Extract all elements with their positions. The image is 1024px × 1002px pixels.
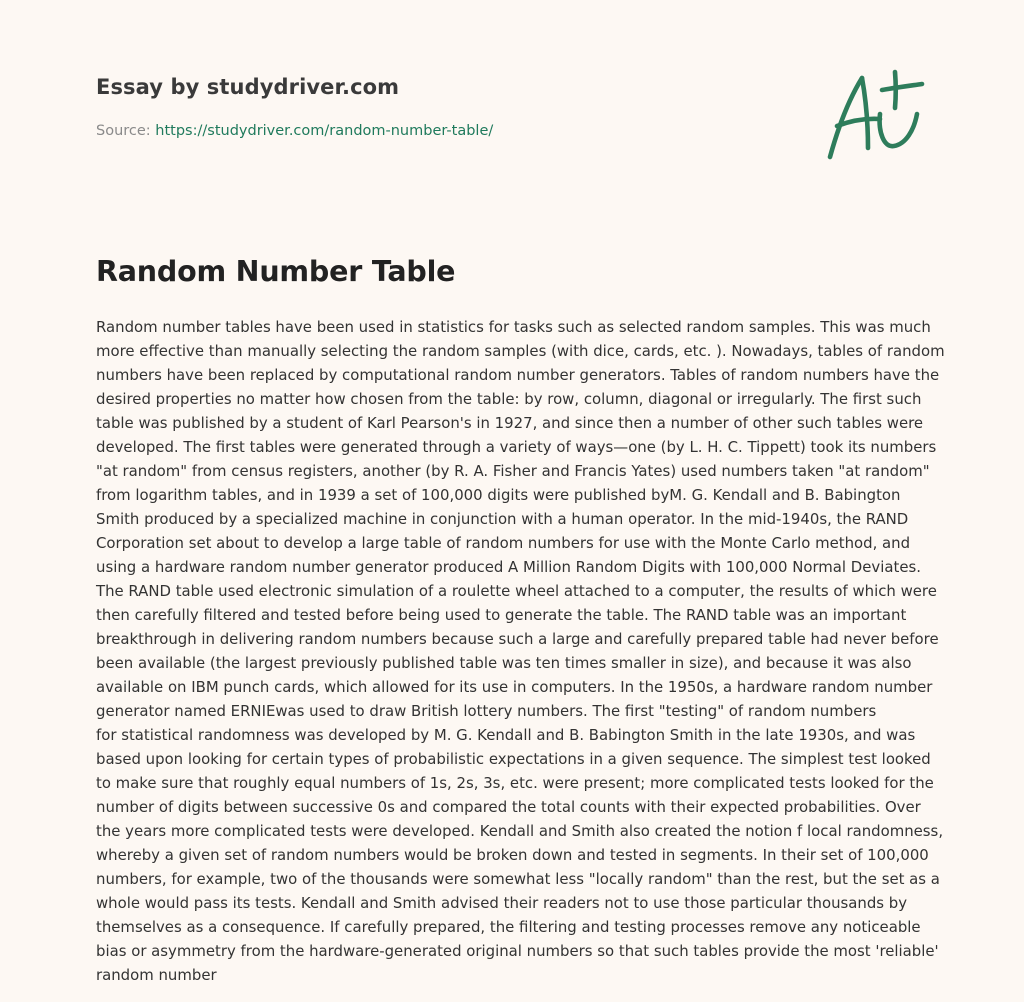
body-line: bias or asymmetry from the hardware-generated original numbers so that such tables provide the most 'reliable' xyxy=(96,942,939,960)
body-line: numbers, for example, two of the thousands were somewhat less "locally random" than the rest, but the set as a xyxy=(96,870,940,888)
body-line: been available (the largest previously published table was ten times smaller in size), and because it was also xyxy=(96,654,912,672)
brand-title: Essay by studydriver.com xyxy=(96,75,400,99)
source-line xyxy=(96,123,493,139)
article-title: Random Number Table xyxy=(96,255,456,288)
body-line: using a hardware random number generator produced A Million Random Digits with 100,000 Normal Deviates. xyxy=(96,558,921,576)
body-line: numbers have been replaced by computational random number generators. Tables of random numbers have the xyxy=(96,366,940,384)
body-line: based upon looking for certain types of probabilistic expectations in a given sequence. The simplest test looked xyxy=(96,750,931,768)
body-line: then carefully filtered and tested before being used to generate the table. The RAND table was an important xyxy=(96,606,907,624)
a-plus-grade-icon xyxy=(822,66,932,166)
body-line: developed. The first tables were generated through a variety of ways—one (by L. H. C. Tippett) took its numbers xyxy=(96,438,937,456)
body-line: Random number tables have been used in statistics for tasks such as selected random samples. This was much xyxy=(96,318,931,336)
body-line: more effective than manually selecting the random samples (with dice, cards, etc. ). Nowadays, tables of random xyxy=(96,342,945,360)
body-line: for statistical randomness was developed by M. G. Kendall and B. Babington Smith in the late 1930s, and was xyxy=(96,726,916,744)
body-line: random number xyxy=(96,966,217,984)
body-line: to make sure that roughly equal numbers of 1s, 2s, 3s, etc. were present; more complicated tests looked for the xyxy=(96,774,934,792)
body-line: The RAND table used electronic simulation of a roulette wheel attached to a computer, the results of which were xyxy=(96,582,937,600)
body-line: Smith produced by a specialized machine in conjunction with a human operator. In the mid-1940s, the RAND xyxy=(96,510,909,528)
source-link[interactable]: https://studydriver.com/random-number-table/ xyxy=(155,123,494,139)
article-body xyxy=(96,315,945,987)
body-line: whereby a given set of random numbers would be broken down and tested in segments. In their set of 100,000 xyxy=(96,846,929,864)
body-line: desired properties no matter how chosen from the table: by row, column, diagonal or irregularly. The first such xyxy=(96,390,922,408)
page-header xyxy=(96,75,928,139)
body-line: available on IBM punch cards, which allowed for its use in computers. In the 1950s, a hardware random number xyxy=(96,678,933,696)
body-line: generator named ERNIEwas used to draw British lottery numbers. The first "testing" of random numbers xyxy=(96,702,877,720)
body-line: themselves as a consequence. If carefully prepared, the filtering and testing processes remove any noticeable xyxy=(96,918,921,936)
body-line: whole would pass its tests. Kendall and Smith advised their readers not to use those particular thousands by xyxy=(96,894,908,912)
body-line: Corporation set about to develop a large table of random numbers for use with the Monte Carlo method, and xyxy=(96,534,911,552)
body-line: from logarithm tables, and in 1939 a set of 100,000 digits were published byM. G. Kendall and B. Babington xyxy=(96,486,901,504)
source-label: Source: xyxy=(96,123,156,139)
body-line: breakthrough in delivering random numbers because such a large and carefully prepared table had never before xyxy=(96,630,939,648)
body-line: the years more complicated tests were developed. Kendall and Smith also created the notion f local randomness, xyxy=(96,822,944,840)
body-line: "at random" from census registers, another (by R. A. Fisher and Francis Yates) used numbers taken "at random" xyxy=(96,462,930,480)
body-line: number of digits between successive 0s and compared the total counts with their expected probabilities. Over xyxy=(96,798,921,816)
body-line: table was published by a student of Karl Pearson's in 1927, and since then a number of other such tables were xyxy=(96,414,924,432)
